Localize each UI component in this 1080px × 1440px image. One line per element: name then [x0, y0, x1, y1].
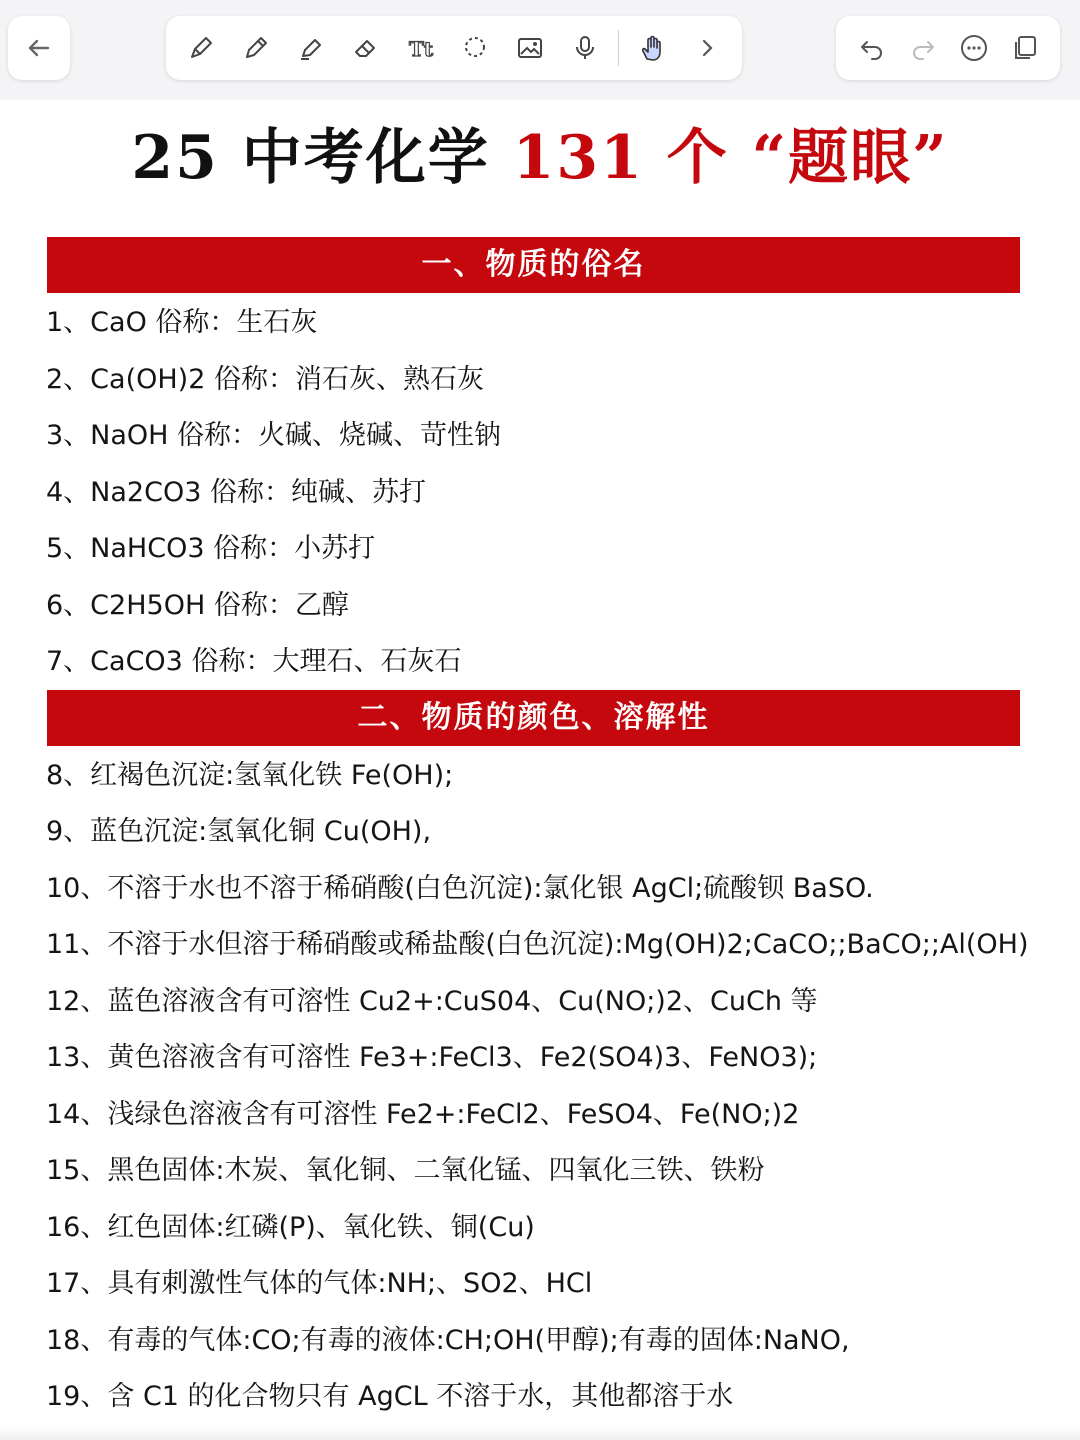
highlighter-icon[interactable]: [289, 26, 333, 70]
list-item: 19、含 C1 的化合物只有 AgCL 不溶于水，其他都溶于水: [46, 1381, 734, 1412]
svg-text:Tt: Tt: [408, 37, 433, 61]
list-item: 10、不溶于水也不溶于稀硝酸(白色沉淀):氯化银 AgCl;硫酸钡 BaSO.: [46, 873, 874, 904]
list-item: 9、蓝色沉淀:氢氧化铜 Cu(OH),: [46, 816, 432, 847]
list-item: 6、C2H5OH 俗称：乙醇: [46, 590, 349, 621]
text-tool-icon[interactable]: [399, 26, 443, 70]
list-item: 7、CaCO3 俗称：大理石、石灰石: [46, 646, 462, 677]
drawing-tools: [166, 16, 742, 80]
back-button[interactable]: [8, 16, 70, 80]
toolbar-divider: [618, 30, 619, 66]
title-part-red: 131 个 “题眼”: [512, 123, 949, 193]
title-part-black: 25 中考化学: [131, 123, 513, 193]
undo-icon[interactable]: [850, 26, 894, 70]
hand-icon[interactable]: [630, 26, 674, 70]
pages-icon[interactable]: [1003, 26, 1047, 70]
chevron-right-icon[interactable]: [685, 26, 729, 70]
back-arrow-icon: [17, 26, 61, 70]
list-item: 2、Ca(OH)2 俗称：消石灰、熟石灰: [46, 364, 484, 395]
list-item: 11、不溶于水但溶于稀硝酸或稀盐酸(白色沉淀):Mg(OH)2;CaCO;;BaCO;;Al(OH): [46, 929, 1029, 960]
document-actions: [836, 16, 1060, 80]
more-icon[interactable]: [952, 26, 996, 70]
list-item: 14、浅绿色溶液含有可溶性 Fe2+:FeCl2、FeSO4、Fe(NO;)2: [46, 1099, 800, 1130]
list-item: 13、黄色溶液含有可溶性 Fe3+:FeCl3、Fe2(SO4)3、FeNO3);: [46, 1042, 818, 1073]
list-item: 15、黑色固体:木炭、氧化铜、二氧化锰、四氧化三铁、铁粉: [46, 1155, 765, 1186]
redo-icon[interactable]: [901, 26, 945, 70]
top-toolbar: [0, 0, 1080, 100]
page-bottom-edge: [0, 1424, 1080, 1440]
section-heading: 一、物质的俗名: [47, 237, 1020, 293]
list-item: 5、NaHCO3 俗称：小苏打: [46, 533, 376, 564]
microphone-icon[interactable]: [563, 26, 607, 70]
list-item: 18、有毒的气体:CO;有毒的液体:CH;OH(甲醇);有毒的固体:NaNO,: [46, 1325, 850, 1356]
page-title: [0, 118, 1080, 198]
list-item: 4、Na2CO3 俗称：纯碱、苏打: [46, 477, 426, 508]
image-icon[interactable]: [508, 26, 552, 70]
section-heading: 二、物质的颜色、溶解性: [47, 690, 1020, 746]
list-item: 12、蓝色溶液含有可溶性 Cu2+:CuS04、Cu(NO;)2、CuCh 等: [46, 986, 818, 1017]
pencil-icon[interactable]: [234, 26, 278, 70]
list-item: 17、具有刺激性气体的气体:NH;、SO2、HCl: [46, 1268, 593, 1299]
list-item: 1、CaO 俗称：生石灰: [46, 307, 318, 338]
list-item: 8、红褐色沉淀:氢氧化铁 Fe(OH);: [46, 760, 454, 791]
list-item: 3、NaOH 俗称：火碱、烧碱、苛性钠: [46, 420, 502, 451]
list-item: 16、红色固体:红磷(P)、氧化铁、铜(Cu): [46, 1212, 535, 1243]
eraser-icon[interactable]: [344, 26, 388, 70]
lasso-icon[interactable]: [453, 26, 497, 70]
pen-icon[interactable]: [179, 26, 223, 70]
